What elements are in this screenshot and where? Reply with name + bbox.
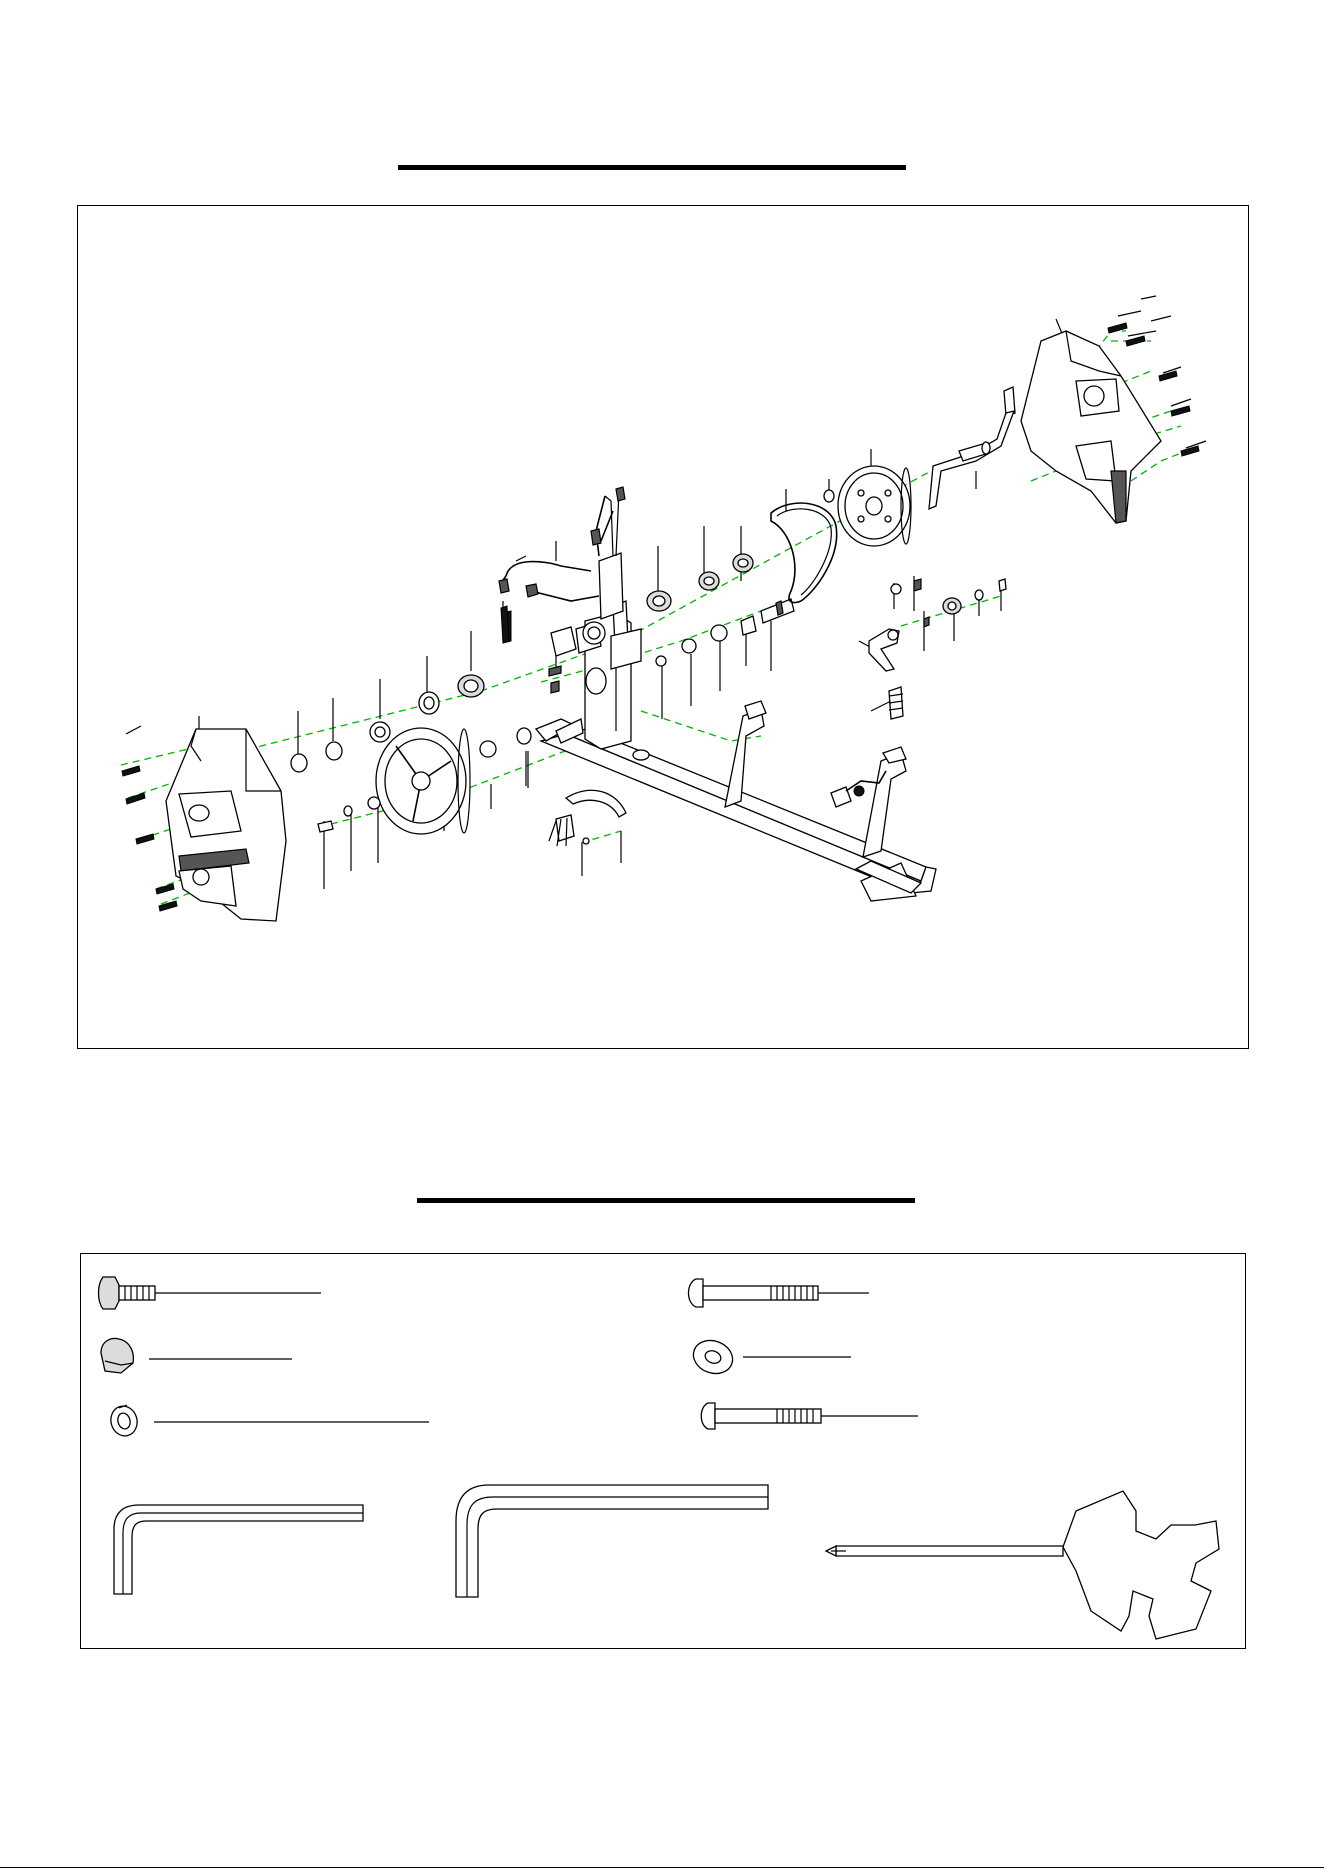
allen-wrench-large-icon	[456, 1485, 768, 1597]
carriage-bolt-short-icon	[701, 1403, 918, 1429]
cap-nut-icon	[101, 1339, 292, 1373]
hardware-frame	[80, 1253, 1246, 1649]
left-cover-screws	[122, 766, 177, 911]
split-lock-washer-icon	[108, 1403, 429, 1439]
hardware-title-rule	[417, 1198, 915, 1203]
exploded-view-drawing	[78, 206, 1250, 1050]
button-head-screw-icon	[99, 1277, 322, 1309]
flywheel	[376, 728, 470, 834]
carriage-bolt-long-icon	[689, 1279, 870, 1307]
flat-washer-icon	[689, 1335, 851, 1379]
page-footer-rule	[0, 1867, 1324, 1872]
tensioner-assembly	[831, 579, 1006, 807]
hardware-drawing	[81, 1254, 1247, 1650]
tension-spring	[501, 606, 509, 643]
exploded-view-title-rule	[398, 165, 906, 170]
exploded-view-frame	[77, 205, 1249, 1049]
crank-arm	[929, 387, 1015, 509]
multi-wrench-screwdriver-icon	[826, 1491, 1219, 1639]
drive-belt	[771, 503, 837, 603]
brake-strap	[549, 790, 626, 846]
right-side-cover	[1021, 331, 1161, 523]
allen-wrench-small-icon	[114, 1505, 363, 1594]
left-side-cover	[166, 729, 286, 921]
